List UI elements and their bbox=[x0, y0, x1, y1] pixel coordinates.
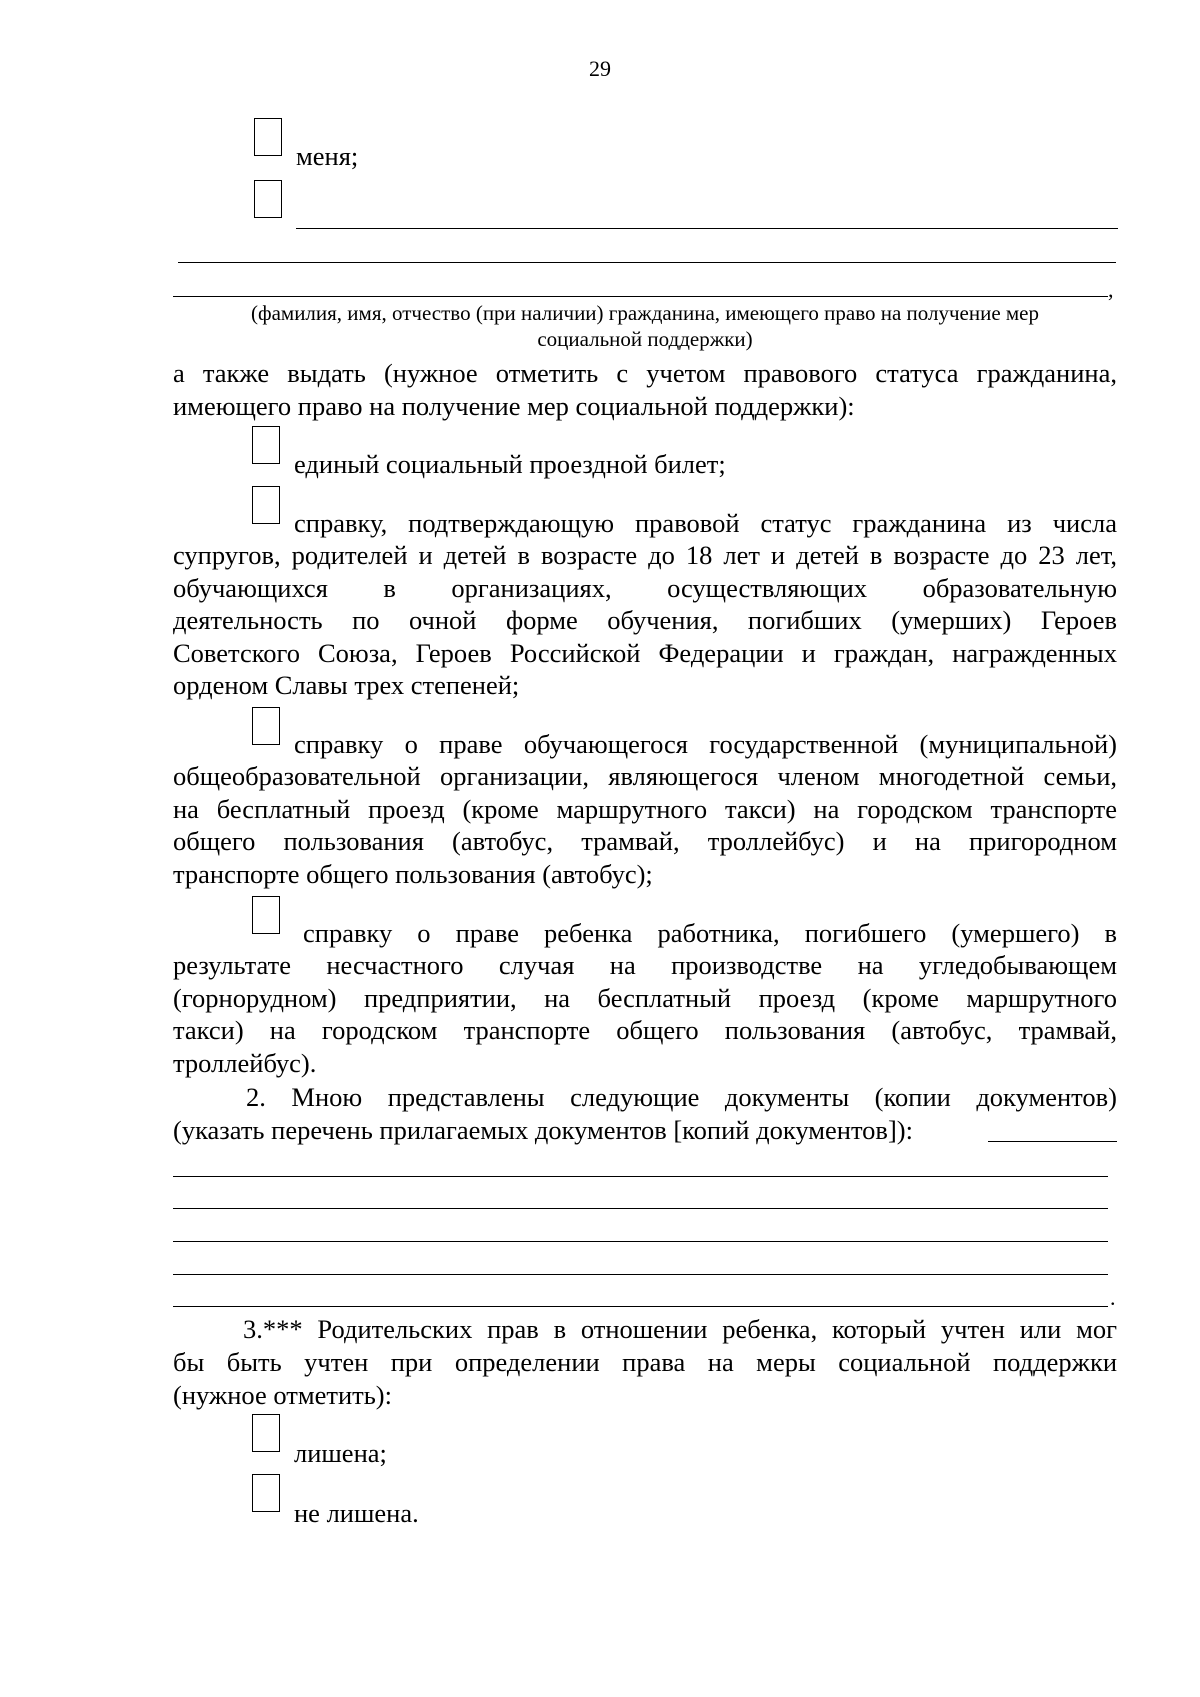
student-line-5: транспорте общего пользования (автобус); bbox=[173, 858, 653, 889]
hero-line-2: супругов, родителей и детей в возрасте до 18 лет и детей в возрасте до 23 лет, bbox=[173, 540, 1117, 570]
option-me-label: меня; bbox=[296, 141, 359, 171]
section-2-line-2: (указать перечень прилагаемых документов [копий документов]): bbox=[173, 1115, 913, 1145]
student-line-2: общеобразовательной организации, являющегося членом многодетной семьи, bbox=[173, 761, 1117, 791]
option-miner-rest bbox=[173, 949, 1117, 1079]
documents-field-line-5[interactable] bbox=[173, 1274, 1108, 1275]
student-line-4: общего пользования (автобус, трамвай, троллейбус) и на пригородном bbox=[173, 826, 1117, 856]
name-caption-line-1: (фамилия, имя, отчество (при наличии) гражданина, имеющего право на получение мер bbox=[250, 301, 1040, 325]
checkbox-student-certificate[interactable] bbox=[252, 707, 280, 745]
checkbox-me[interactable] bbox=[254, 118, 282, 156]
name-caption-line-2: социальной поддержки) bbox=[537, 327, 753, 351]
section-3-line-3: (нужное отметить): bbox=[173, 1379, 392, 1410]
checkbox-hero-certificate[interactable] bbox=[252, 486, 280, 524]
miner-line-2: результате несчастного случая на производстве на угледобывающем bbox=[173, 950, 1117, 980]
name-caption bbox=[173, 300, 1117, 352]
miner-line-5: троллейбус). bbox=[173, 1047, 317, 1078]
hero-line-5: Советского Союза, Героев Российской Федерации и граждан, награжденных bbox=[173, 637, 1117, 668]
hero-line-3: обучающихся в организациях, осуществляющих образовательную bbox=[173, 572, 1117, 603]
miner-line-4: такси) на городском транспорте общего пользования (автобус, трамвай, bbox=[173, 1015, 1117, 1045]
section-3-rest bbox=[173, 1346, 1117, 1411]
documents-field-line-2[interactable] bbox=[173, 1176, 1108, 1177]
documents-field-line-4[interactable] bbox=[173, 1241, 1108, 1242]
documents-field-line-3[interactable] bbox=[173, 1208, 1108, 1209]
hero-line-1: справку, подтверждающую правовой статус гражданина из числа bbox=[294, 508, 1117, 538]
option-social-ticket-label: единый социальный проездной билет; bbox=[294, 449, 726, 479]
section-2-first-line bbox=[246, 1081, 1117, 1114]
issue-intro-line-2: имеющего право на получение мер социальной поддержки): bbox=[173, 390, 855, 421]
miner-line-1: справку о праве ребенка работника, погибшего (умершего) в bbox=[303, 918, 1117, 948]
option-not-deprived-label: не лишена. bbox=[294, 1498, 419, 1528]
name-line-comma: , bbox=[1108, 277, 1114, 302]
hero-line-6: орденом Славы трех степеней; bbox=[173, 670, 520, 700]
section-2-line-1: 2. Мною представлены следующие документы (копии документов) bbox=[246, 1082, 1117, 1112]
issue-intro bbox=[173, 357, 1117, 422]
checkbox-deprived[interactable] bbox=[252, 1414, 280, 1452]
name-field-line-3[interactable] bbox=[173, 296, 1108, 297]
option-student-rest bbox=[173, 760, 1117, 890]
section-3-line-1: 3.*** Родительских прав в отношении ребенка, который учтен или мог bbox=[243, 1314, 1117, 1344]
section-3-first-line bbox=[243, 1313, 1117, 1346]
option-deprived-label: лишена; bbox=[294, 1438, 387, 1468]
checkbox-social-ticket[interactable] bbox=[252, 426, 280, 464]
documents-field-line-1[interactable] bbox=[988, 1141, 1117, 1142]
other-person-name-field[interactable] bbox=[296, 228, 1118, 229]
page-number: 29 bbox=[589, 56, 611, 81]
miner-line-3: (горнорудном) предприятии, на бесплатный проезд (кроме маршрутного bbox=[173, 982, 1117, 1013]
student-line-3: на бесплатный проезд (кроме маршрутного такси) на городском транспорте bbox=[173, 793, 1117, 824]
documents-end-mark: . bbox=[1110, 1285, 1116, 1310]
option-hero-rest bbox=[173, 539, 1117, 702]
issue-intro-line-1: а также выдать (нужное отметить с учетом правового статуса гражданина, bbox=[173, 358, 1117, 388]
hero-line-4: деятельность по очной форме обучения, погибших (умерших) Героев bbox=[173, 605, 1117, 635]
checkbox-miner-child-certificate[interactable] bbox=[252, 896, 280, 934]
option-miner-first-line bbox=[303, 917, 1117, 950]
checkbox-not-deprived[interactable] bbox=[252, 1474, 280, 1512]
checkbox-other-person[interactable] bbox=[254, 180, 282, 218]
documents-field-line-6[interactable] bbox=[173, 1306, 1108, 1307]
name-field-line-2[interactable] bbox=[178, 262, 1116, 263]
student-line-1: справку о праве обучающегося государственной (муниципальной) bbox=[294, 729, 1117, 759]
option-student-first-line bbox=[294, 728, 1117, 761]
option-hero-first-line bbox=[294, 507, 1117, 540]
section-3-line-2: бы быть учтен при определении права на меры социальной поддержки bbox=[173, 1347, 1117, 1377]
